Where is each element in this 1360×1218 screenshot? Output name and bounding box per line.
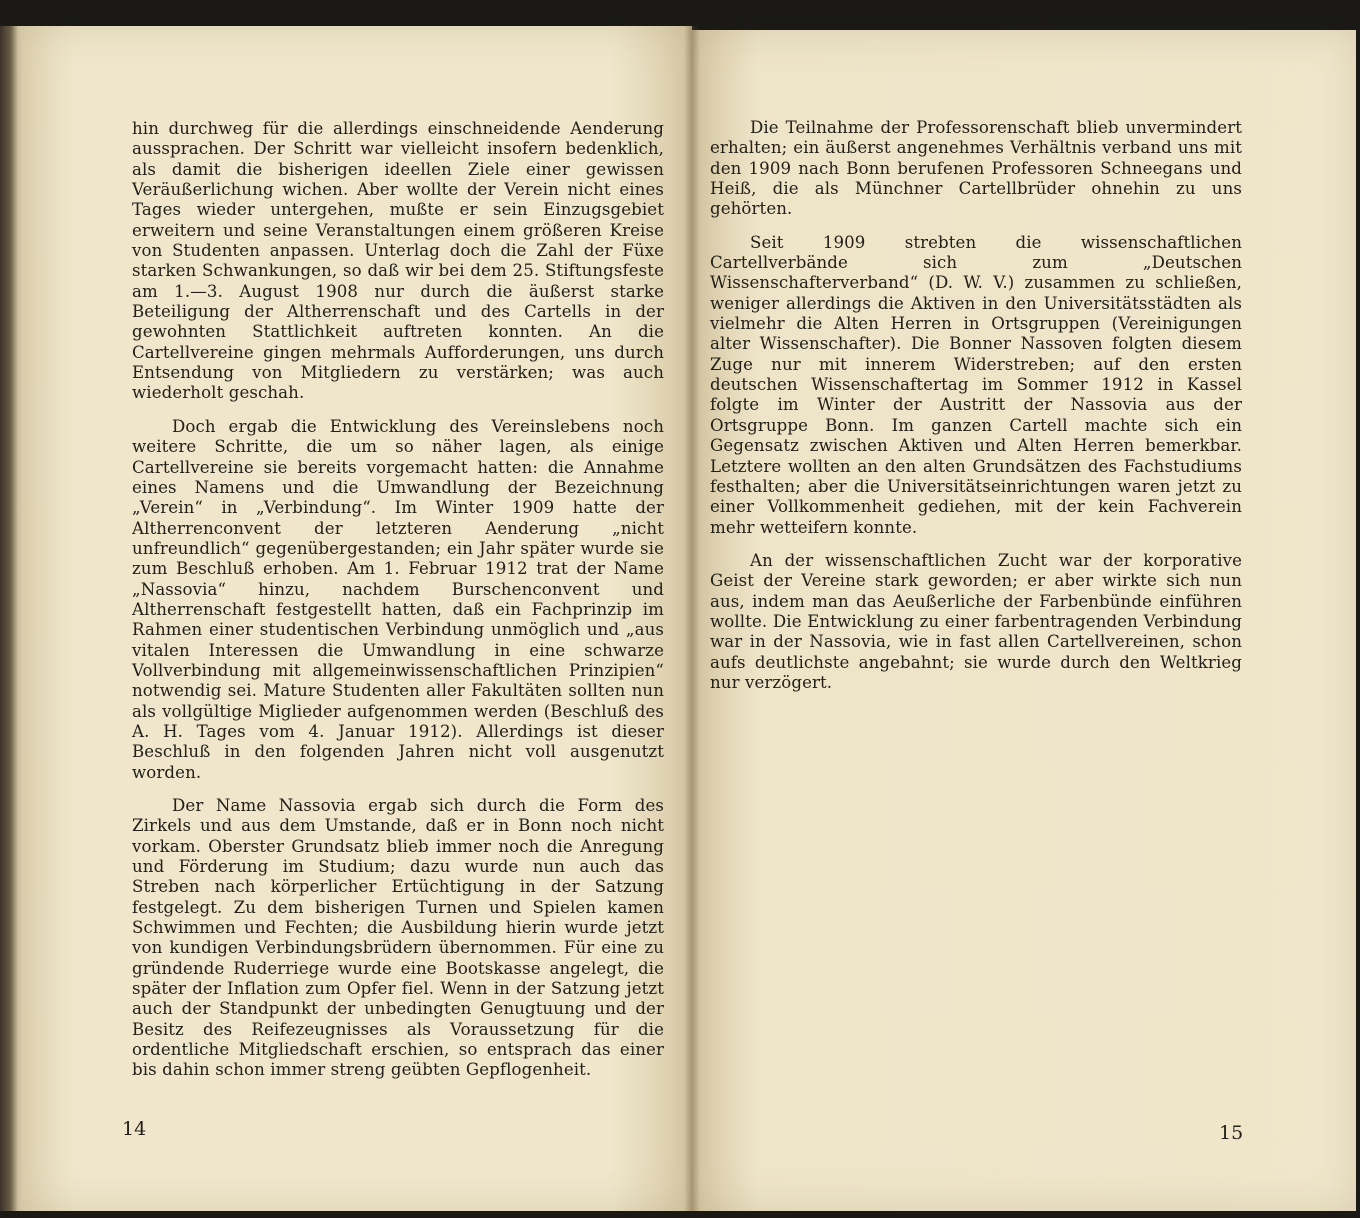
paragraph: Der Name Nassovia ergab sich durch die Form des Zirkels und aus dem Umstande, daß er in Bonn noch nicht vorkam. Oberster Grundsatz blieb immer noch die Anregung und Förderung im Studium; dazu wurde nun auch das Streben nach körperlicher Ertüchtigung in der Satzung festgelegt. Zu dem bisherigen Turnen und Spielen kamen Schwimmen und Fechten; die Ausbildung hierin wurde jetzt von kundigen Verbindungsbrüdern übernommen. Für eine zu gründende Ruderriege wurde eine Bootskasse angelegt, die später der Inflation zum Opfer fiel. Wenn in der Satzung jetzt auch der Standpunkt der unbedingten Genugtuung und der Besitz des Reifezeugnisses als Voraussetzung für die ordentliche Mitgliedschaft erschien, so entsprach das einer bis dahin schon immer streng geübten Gepflogenheit. [132, 796, 664, 1080]
page-number-right: 15 [1219, 1122, 1244, 1144]
left-page-text [132, 119, 664, 1094]
right-page-text [710, 118, 1242, 706]
paragraph: An der wissenschaftlichen Zucht war der korporative Geist der Vereine stark geworden; er aber wirkte sich nun aus, indem man das Aeußerliche der Farbenbünde einführen wollte. Die Entwicklung zu einer farbentragenden Verbindung war in der Nassovia, wie in fast allen Cartellvereinen, schon aufs deutlichste angebahnt; sie wurde durch den Weltkrieg nur verzögert. [710, 550, 1242, 692]
paragraph: Die Teilnahme der Professorenschaft blieb unvermindert erhalten; ein äußerst angenehmes Verhältnis verband uns mit den 1909 nach Bonn berufenen Professoren Schneegans und Heiß, die als Münchner Cartellbrüder ohnehin zu uns gehörten. [710, 118, 1242, 219]
book-gutter [684, 26, 700, 1211]
paragraph: Seit 1909 strebten die wissenschaftlichen Cartellverbände sich zum „Deutschen Wissenschafterverband“ (D. W. V.) zusammen zu schließen, weniger allerdings die Aktiven in den Universitätsstädten als vielmehr die Alten Herren in Ortsgruppen (Vereinigungen alter Wissenschafter). Die Bonner Nassoven folgten diesem Zuge nur mit innerem Widerstreben; auf den ersten deutschen Wissenschaftertag im Sommer 1912 in Kassel folgte im Winter der Austritt der Nassovia aus der Ortsgruppe Bonn. Im ganzen Cartell machte sich ein Gegensatz zwischen Aktiven und Alten Herren bemerkbar. Letztere wollten an den alten Grundsätzen des Fachstudiums festhalten; aber die Universitätseinrichtungen waren jetzt zu einer Vollkommenheit gediehen, mit der kein Fachverein mehr wetteifern konnte. [710, 232, 1242, 537]
left-page [22, 26, 692, 1211]
paragraph: Doch ergab die Entwicklung des Vereinslebens noch weitere Schritte, die um so näher lagen, als einige Cartellvereine sie bereits vorgemacht hatten: die Annahme eines Namens und die Umwandlung der Bezeichnung „Verein“ in „Verbindung“. Im Winter 1909 hatte der Altherrenconvent der letzteren Aenderung „nicht unfreundlich“ gegenübergestanden; ein Jahr später wurde sie zum Beschluß erhoben. Am 1. Februar 1912 trat der Name „Nassovia“ hinzu, nachdem Burschenconvent und Altherrenschaft festgestellt hatten, daß ein Fachprinzip im Rahmen einer studentischen Verbindung unmöglich und „aus vitalen Interessen die Umwandlung in eine schwarze Vollverbindung mit allgemeinwissenschaftlichen Prinzipien“ notwendig sei. Mature Studenten aller Fakultäten sollten nun als vollgültige Miglieder aufgenommen werden (Beschluß des A. H. Tages vom 4. Januar 1912). Allerdings ist dieser Beschluß in den folgenden Jahren nicht voll ausgenutzt worden. [132, 416, 664, 782]
page-number-left: 14 [122, 1118, 147, 1140]
right-page [692, 30, 1356, 1211]
paragraph: hin durchweg für die allerdings einschneidende Aenderung aussprachen. Der Schritt war vielleicht insofern bedenklich, als damit die bisherigen ideellen Ziele einer gewissen Veräußerlichung wichen. Aber wollte der Verein nicht eines Tages wieder untergehen, mußte er sein Einzugsgebiet erweitern und seine Veranstaltungen einem größeren Kreise von Studenten anpassen. Unterlag doch die Zahl der Füxe starken Schwankungen, so daß wir bei dem 25. Stiftungsfeste am 1.—3. August 1908 nur durch die äußerst starke Beteiligung der Altherrenschaft und des Cartells in der gewohnten Stattlichkeit auftreten konnten. An die Cartellvereine gingen mehrmals Aufforderungen, uns durch Entsendung von Mitgliedern zu verstärken; was auch wiederholt geschah. [132, 119, 664, 403]
